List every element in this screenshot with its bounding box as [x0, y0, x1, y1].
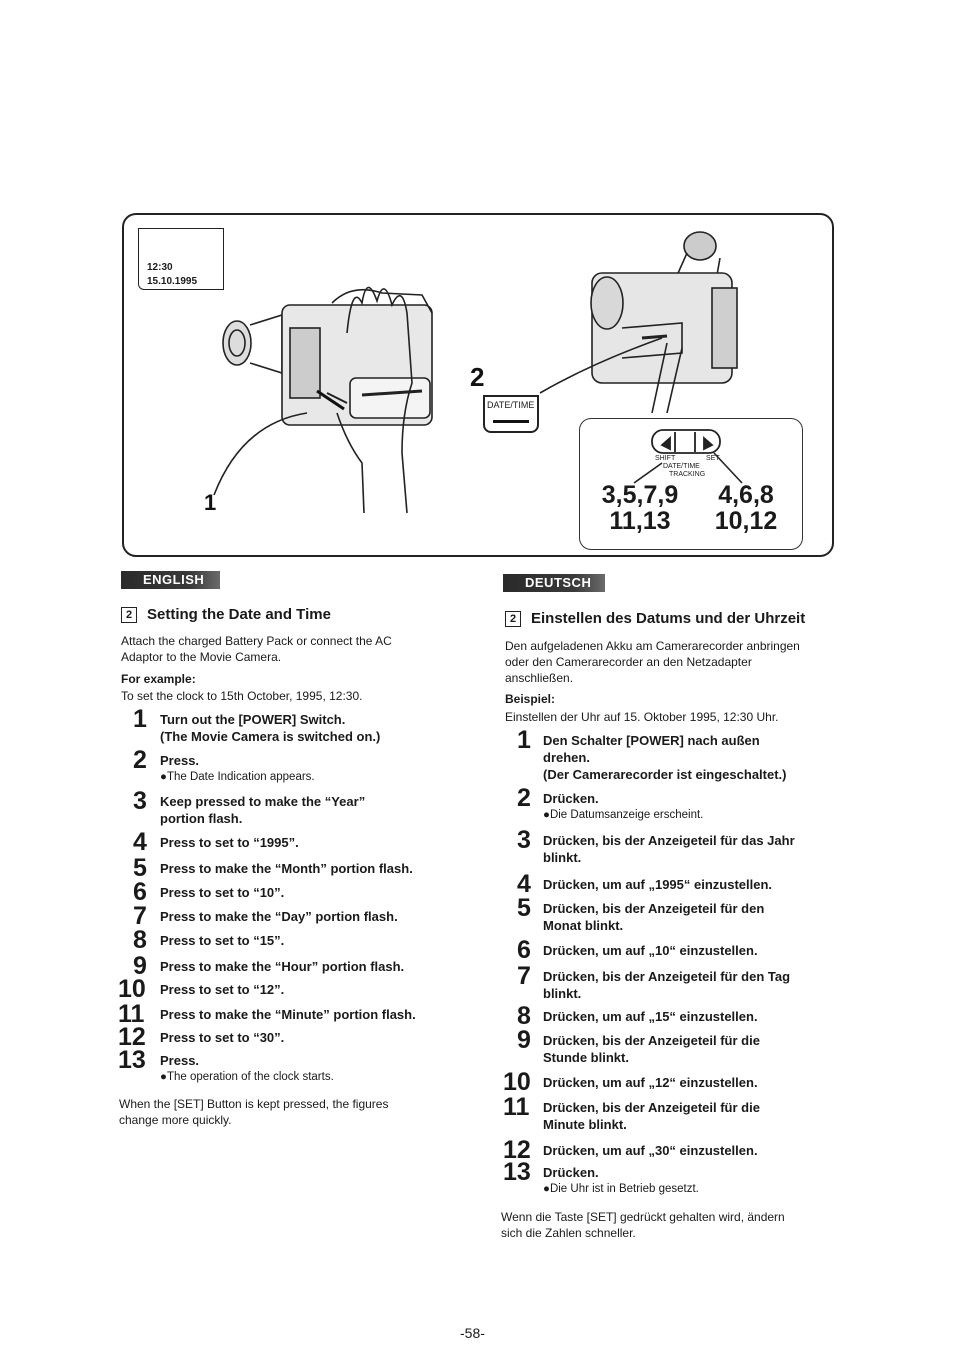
step-text: Drücken, bis der Anzeigeteil für den — [543, 901, 765, 916]
step-note: ●Die Datumsanzeige erscheint. — [543, 809, 704, 821]
step-text: Drücken, um auf „15“ einzustellen. — [543, 1009, 758, 1024]
step-text-2: portion flash. — [160, 811, 243, 826]
english-language-bar: ENGLISH — [121, 571, 220, 589]
step-number: 12 — [503, 1136, 531, 1164]
step-text: Press to make the “Minute” portion flash. — [160, 1007, 416, 1022]
callout-2: 2 — [470, 362, 485, 392]
step-number: 7 — [517, 962, 531, 990]
step-number: 4 — [133, 828, 147, 856]
set-steps-line-1: 4,6,8 — [718, 481, 774, 509]
step-text: Drücken. — [543, 1165, 599, 1180]
datetime-text: DATE/TIME — [663, 463, 700, 470]
step-number: 6 — [517, 936, 531, 964]
step-text: Drücken, bis der Anzeigeteil für das Jahr — [543, 833, 795, 848]
step-note: ●Die Uhr ist in Betrieb gesetzt. — [543, 1183, 699, 1195]
page-number: -58- — [460, 1325, 485, 1341]
step-number: 2 — [133, 746, 147, 774]
step-text: Drücken, um auf „30“ einzustellen. — [543, 1143, 758, 1158]
step-number: 10 — [118, 975, 146, 1003]
deutsch-language-bar: DEUTSCH — [503, 574, 605, 592]
step-text: Drücken, um auf „10“ einzustellen. — [543, 943, 758, 958]
set-label: SET — [706, 455, 720, 462]
step-number: 5 — [133, 854, 147, 882]
shift-text: SHIFT — [655, 455, 676, 462]
step-number: 4 — [517, 870, 531, 898]
english-section-title — [121, 606, 331, 623]
deutsch-intro-line-2: oder den Camerarecorder an den Netzadapter — [505, 655, 752, 669]
step-text: Press to make the “Hour” portion flash. — [160, 959, 405, 974]
set-steps-line-2: 10,12 — [714, 507, 778, 535]
step-number: 7 — [133, 902, 147, 930]
callout-1: 1 — [204, 490, 217, 515]
step-number: 1 — [517, 726, 531, 754]
shift-step-numbers — [595, 482, 685, 534]
step-text: Press to set to “1995”. — [160, 835, 299, 850]
deutsch-example-label: Beispiel: — [505, 692, 556, 706]
step-text: Drücken, bis der Anzeigeteil für die — [543, 1033, 760, 1048]
set-step-numbers — [706, 482, 786, 534]
step-number: 13 — [503, 1158, 531, 1186]
deutsch-outro — [501, 1209, 785, 1241]
deutsch-intro-line-3: anschließen. — [505, 671, 574, 685]
step-number: 13 — [118, 1046, 146, 1074]
step-text-2: Monat blinkt. — [543, 918, 624, 933]
step-text: Press to set to “10”. — [160, 885, 285, 900]
step-text: Drücken, um auf „12“ einzustellen. — [543, 1075, 758, 1090]
button-bar — [493, 420, 529, 423]
english-intro — [121, 633, 392, 665]
step-text: Press to set to “15”. — [160, 933, 285, 948]
step-text: Drücken, bis der Anzeigeteil für die — [543, 1100, 760, 1115]
step-text: Keep pressed to make the “Year” — [160, 794, 366, 809]
english-section-number: 2 — [121, 607, 137, 623]
step-text-3: (Der Camerarecorder ist eingeschaltet.) — [543, 767, 787, 782]
english-title-text: Setting the Date and Time — [147, 606, 331, 623]
english-intro-line-1: Attach the charged Battery Pack or connect the AC — [121, 634, 392, 648]
step-text: Press. — [160, 1053, 200, 1068]
step-text: Press to make the “Month” portion flash. — [160, 861, 413, 876]
step-note: ●The operation of the clock starts. — [160, 1071, 334, 1083]
display-date: 15.10.1995 — [147, 276, 198, 287]
step-number: 3 — [517, 826, 531, 854]
step-number: 8 — [517, 1002, 531, 1030]
step-text-2: Minute blinkt. — [543, 1117, 627, 1132]
step-number: 8 — [133, 926, 147, 954]
step-text: Turn out the [POWER] Switch. — [160, 712, 346, 727]
step-note: ●The Date Indication appears. — [160, 771, 315, 783]
step-number: 12 — [118, 1023, 146, 1051]
step-number: 11 — [118, 1000, 145, 1028]
shift-steps-line-2: 11,13 — [609, 507, 671, 535]
date-time-display — [138, 228, 224, 290]
step-number: 1 — [133, 705, 147, 733]
step-text: Press. — [160, 753, 200, 768]
deutsch-example-text: Einstellen der Uhr auf 15. Oktober 1995, 12:30 Uhr. — [505, 710, 779, 724]
english-outro — [119, 1096, 388, 1128]
deutsch-title-text: Einstellen des Datums und der Uhrzeit — [531, 610, 806, 627]
step-text: Press to make the “Day” portion flash. — [160, 909, 398, 924]
english-example-text: To set the clock to 15th October, 1995, 12:30. — [121, 689, 363, 703]
english-example-label: For example: — [121, 672, 196, 686]
step-text: Drücken, um auf „1995“ einzustellen. — [543, 877, 773, 892]
step-text: Press to set to “30”. — [160, 1030, 285, 1045]
deutsch-outro-line-1: Wenn die Taste [SET] gedrückt gehalten wird, ändern — [501, 1210, 785, 1224]
deutsch-outro-line-2: sich die Zahlen schneller. — [501, 1226, 636, 1240]
step-number: 6 — [133, 878, 147, 906]
tracking-text: TRACKING — [669, 471, 706, 478]
step-text: Drücken. — [543, 791, 599, 806]
deutsch-intro — [505, 638, 800, 686]
step-text: Drücken, bis der Anzeigeteil für den Tag — [543, 969, 791, 984]
step-text: Den Schalter [POWER] nach außen — [543, 733, 760, 748]
deutsch-section-title — [505, 610, 805, 627]
deutsch-section-number: 2 — [505, 611, 521, 627]
deutsch-intro-line-1: Den aufgeladenen Akku am Camerarecorder anbringen — [505, 639, 800, 653]
shift-steps-line-1: 3,5,7,9 — [601, 481, 679, 509]
step-number: 11 — [503, 1093, 530, 1121]
step-text-2: drehen. — [543, 750, 590, 765]
step-number: 5 — [517, 894, 531, 922]
date-time-button-callout — [483, 395, 539, 433]
step-text-2: blinkt. — [543, 850, 582, 865]
step-number: 3 — [133, 787, 147, 815]
english-outro-line-1: When the [SET] Button is kept pressed, the figures — [119, 1097, 389, 1111]
step-number: 10 — [503, 1068, 531, 1096]
step-text-2: blinkt. — [543, 986, 582, 1001]
shift-label — [655, 455, 705, 479]
step-text: Press to set to “12”. — [160, 982, 285, 997]
step-number: 9 — [517, 1026, 531, 1054]
step-number: 9 — [133, 952, 147, 980]
date-time-button-label: DATE/TIME — [487, 400, 535, 410]
english-outro-line-2: change more quickly. — [119, 1113, 232, 1127]
step-text-2: (The Movie Camera is switched on.) — [160, 729, 381, 744]
display-time: 12:30 — [147, 262, 173, 273]
step-text-2: Stunde blinkt. — [543, 1050, 629, 1065]
english-intro-line-2: Adaptor to the Movie Camera. — [121, 650, 282, 664]
step-number: 2 — [517, 784, 531, 812]
